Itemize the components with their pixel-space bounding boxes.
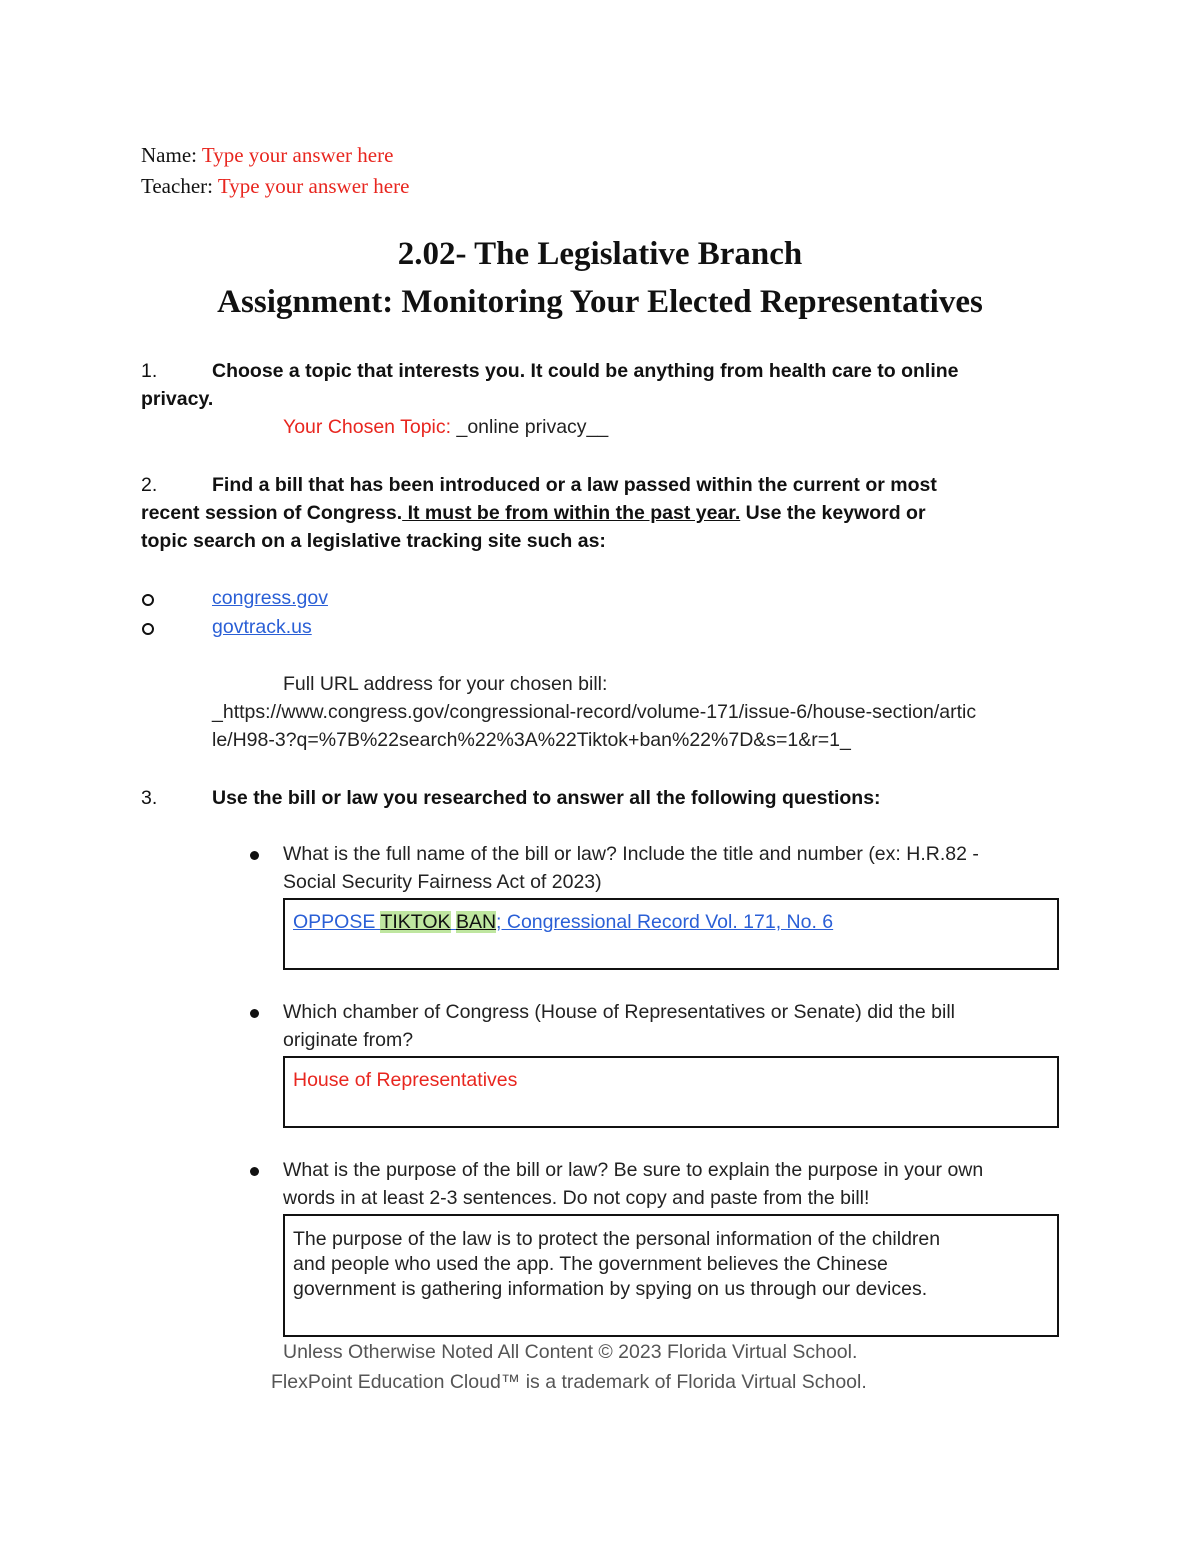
name-label: Name: bbox=[141, 143, 197, 167]
q1-text-line2: privacy. bbox=[141, 388, 214, 410]
q1-answer-label: Your Chosen Topic: bbox=[283, 416, 452, 438]
url-label: Full URL address for your chosen bill: bbox=[283, 673, 608, 695]
q3b-answer-text[interactable]: House of Representatives bbox=[293, 1069, 518, 1091]
q2-line2-start: recent session of Congress. bbox=[141, 502, 403, 524]
q3b-answer-box[interactable] bbox=[283, 1056, 1059, 1128]
answer-link-oppose[interactable]: OPPOSE bbox=[293, 911, 381, 933]
answer-link-tiktok[interactable]: TIKTOK bbox=[380, 911, 451, 933]
teacher-answer-field[interactable]: Type your answer here bbox=[217, 174, 410, 198]
teacher-label: Teacher: bbox=[141, 174, 213, 198]
q1-number: 1. bbox=[141, 360, 158, 382]
q3c-answer-line2[interactable]: and people who used the app. The government believes the Chinese bbox=[293, 1253, 888, 1275]
q1-answer-field[interactable]: _online privacy__ bbox=[456, 416, 609, 438]
q2-line2-end: Use the keyword or bbox=[740, 502, 926, 524]
q3b-question-line2: originate from? bbox=[283, 1029, 414, 1051]
bullet-icon bbox=[250, 851, 259, 860]
q3c-answer-line1[interactable]: The purpose of the law is to protect the personal information of the children bbox=[293, 1228, 941, 1250]
q3a-answer-box[interactable] bbox=[283, 898, 1059, 970]
q3c-answer-box[interactable] bbox=[283, 1214, 1059, 1337]
answer-link-ban[interactable]: BAN bbox=[455, 911, 497, 933]
q2-text-line1: Find a bill that has been introduced or a law passed within the current or most bbox=[212, 474, 937, 496]
q3a-question-line2: Social Security Fairness Act of 2023) bbox=[283, 871, 602, 893]
footer-copyright: Unless Otherwise Noted All Content © 2023 Florida Virtual School. bbox=[283, 1341, 858, 1363]
circle-bullet-icon bbox=[142, 594, 154, 606]
page-title: 2.02- The Legislative Branch bbox=[397, 236, 803, 272]
answer-link-record[interactable]: ; Congressional Record Vol. 171, No. 6 bbox=[496, 911, 834, 933]
congress-gov-link[interactable]: congress.gov bbox=[212, 587, 328, 609]
q3c-answer-line3[interactable]: government is gathering information by spying on us through our devices. bbox=[293, 1278, 928, 1300]
q2-underlined-requirement: It must be from within the past year. bbox=[402, 502, 741, 524]
url-answer-line1[interactable]: _https://www.congress.gov/congressional-record/volume-171/issue-6/house-section/artic bbox=[212, 701, 977, 723]
q2-text-line2 bbox=[141, 502, 926, 525]
circle-bullet-icon bbox=[142, 623, 154, 635]
footer-trademark: FlexPoint Education Cloud™ is a trademark of Florida Virtual School. bbox=[271, 1371, 867, 1393]
assignment-title: Assignment: Monitoring Your Elected Representatives bbox=[217, 284, 983, 320]
teacher-line bbox=[141, 174, 409, 199]
url-answer-line2[interactable]: le/H98-3?q=%7B%22search%22%3A%22Tiktok+ban%22%7D&s=1&r=1_ bbox=[212, 729, 851, 751]
govtrack-us-link[interactable]: govtrack.us bbox=[212, 616, 312, 638]
bullet-icon bbox=[250, 1167, 259, 1176]
q3c-question-line1: What is the purpose of the bill or law? Be sure to explain the purpose in your own bbox=[283, 1159, 984, 1181]
q3-text: Use the bill or law you researched to answer all the following questions: bbox=[212, 787, 881, 809]
q1-answer-line bbox=[283, 416, 608, 439]
q3a-answer-link[interactable] bbox=[293, 910, 833, 935]
name-line bbox=[141, 143, 393, 168]
q2-text-line3: topic search on a legislative tracking site such as: bbox=[141, 530, 606, 552]
q2-number: 2. bbox=[141, 474, 158, 496]
q3c-question-line2: words in at least 2-3 sentences. Do not copy and paste from the bill! bbox=[283, 1187, 870, 1209]
name-answer-field[interactable]: Type your answer here bbox=[201, 143, 394, 167]
q3-number: 3. bbox=[141, 787, 158, 809]
q3a-question-line1: What is the full name of the bill or law? Include the title and number (ex: H.R.82 - bbox=[283, 843, 979, 865]
bullet-icon bbox=[250, 1009, 259, 1018]
q1-text-line1: Choose a topic that interests you. It could be anything from health care to online bbox=[212, 360, 959, 382]
q3b-question-line1: Which chamber of Congress (House of Representatives or Senate) did the bill bbox=[283, 1001, 955, 1023]
